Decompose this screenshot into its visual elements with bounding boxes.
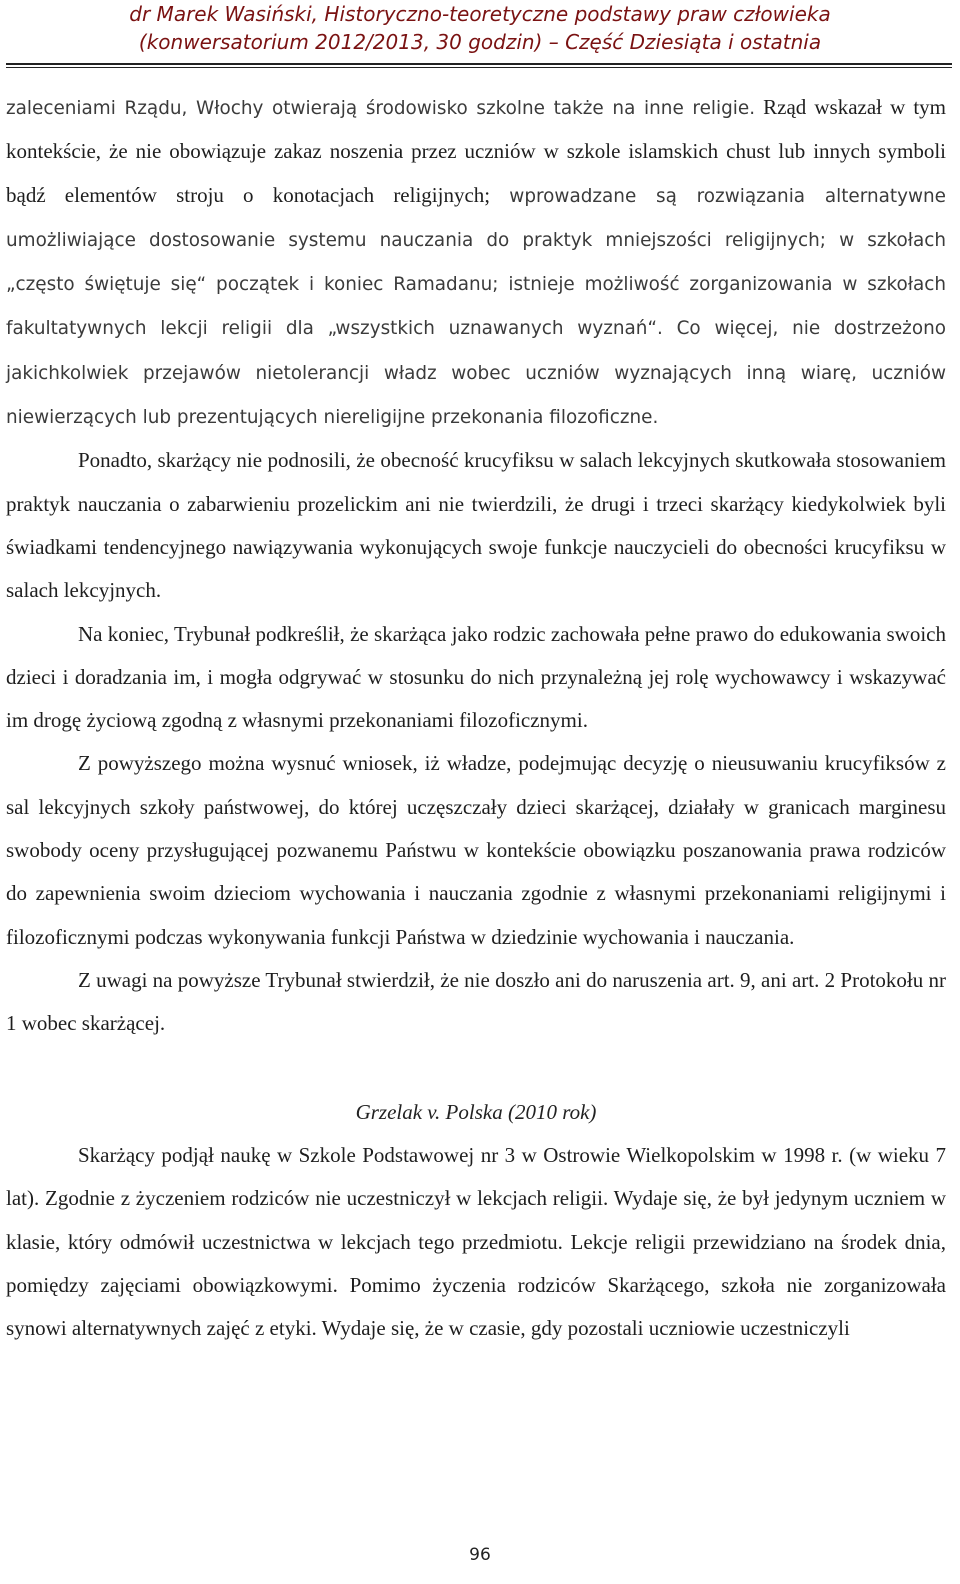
paragraph-text-sans-continued: wprowadzane są rozwiązania alternatywne umożliwiające dostosowanie systemu nauczania do praktyk mniejszości religijnych; w szkołach „często świętuje się“ początek i koniec Ramadanu; istnieje możliwość zorganizowania w szkołach fakultatywnych lekcji religii dla „wszystkich uznawanych wyznań“. Co więcej, nie dostrzeżono jakichkolwiek przejawów nietolerancji władz wobec uczniów wyznających inną wiarę, uczniów niewierzących lub prezentujących niereligijne przekonania filozoficzne.: [6, 185, 946, 429]
page-number: 96: [469, 1545, 491, 1565]
paragraph-conclusion: Z uwagi na powyższe Trybunał stwierdził, że nie doszło ani do naruszenia art. 9, ani art. 2 Protokołu nr 1 wobec skarżącej.: [6, 967, 946, 1036]
case-title: Grzelak v. Polska (2010 rok): [355, 1099, 597, 1124]
paragraph-margin-of-appreciation: Z powyższego można wysnuć wniosek, iż władze, podejmując decyzję o nieusuwaniu krucyfiksów z sal lekcyjnych szkoły państwowej, do której uczęszczały dzieci skarżącej, działały w granicach marginesu swobody oceny przysługującej pozwanemu Państwu w kontekście obowiązku poszanowania prawa rodziców do zapewnienia swoim dzieciom wychowania i nauczania zgodnie z własnymi przekonaniami religijnymi i filozoficznymi podczas wykonywania funkcji Państwa w dziedzinie wychowania i nauczania.: [6, 751, 946, 949]
header-author-title: dr Marek Wasiński, Historyczno-teoretyczne podstawy praw człowieka: [129, 2, 831, 26]
header-divider-thick: [6, 63, 952, 65]
paragraph-crucifix-practices: Ponadto, skarżący nie podnosili, że obecność krucyfiksu w salach lekcyjnych skutkowała stosowaniem praktyk nauczania o zabarwieniu prozelickim ani nie twierdzili, że drugi i trzeci skarżący kiedykolwiek byli świadkami tendencyjnego nawiązywania wykonujących swoje funkcje nauczycieli do obecności krucyfiksu w salach lekcyjnych.: [6, 448, 946, 603]
header-course-info: (konwersatorium 2012/2013, 30 godzin) – Część Dziesiąta i ostatnia: [138, 30, 822, 54]
paragraph-text-sans: zaleceniami Rządu, Włochy otwierają środowisko szkolne także na inne religie.: [6, 98, 756, 119]
document-body: [6, 86, 946, 1351]
header-divider-thin: [6, 67, 952, 68]
section-spacer: [6, 1046, 946, 1089]
paragraph-parent-rights: Na koniec, Trybunał podkreślił, że skarżąca jako rodzic zachowała pełne prawo do edukowania swoich dzieci i doradzania im, i mogła odgrywać w stosunku do nich przynależną jej rolę wychowawcy i wskazywać im drogę życiową zgodną z własnymi przekonaniami filozoficznymi.: [6, 621, 946, 733]
paragraph-grzelak-facts: Skarżący podjął naukę w Szkole Podstawowej nr 3 w Ostrowie Wielkopolskim w 1998 r. (w wieku 7 lat). Zgodnie z życzeniem rodziców nie uczestniczył w lekcjach religii. Wydaje się, że był jedynym uczniem w klasie, który odmówił uczestnictwa w lekcjach tego przedmiotu. Lekcje religii przewidziano na środek dnia, pomiędzy zajęciami obowiązkowymi. Pomimo życzenia rodziców Skarżącego, szkoła nie zorganizowała synowi alternatywnych zajęć z etyki. Wydaje się, że w czasie, gdy pozostali uczniowie uczestniczyli: [6, 1143, 946, 1341]
paragraph-italy-government: [6, 86, 946, 439]
paragraph-text-serif: Rząd wskazał w tym kontekście, że nie obowiązuje zakaz noszenia przez uczniów w szkole islamskich chust lub innych symboli bądź elementów stroju o konotacjach religijnych;: [6, 95, 946, 207]
